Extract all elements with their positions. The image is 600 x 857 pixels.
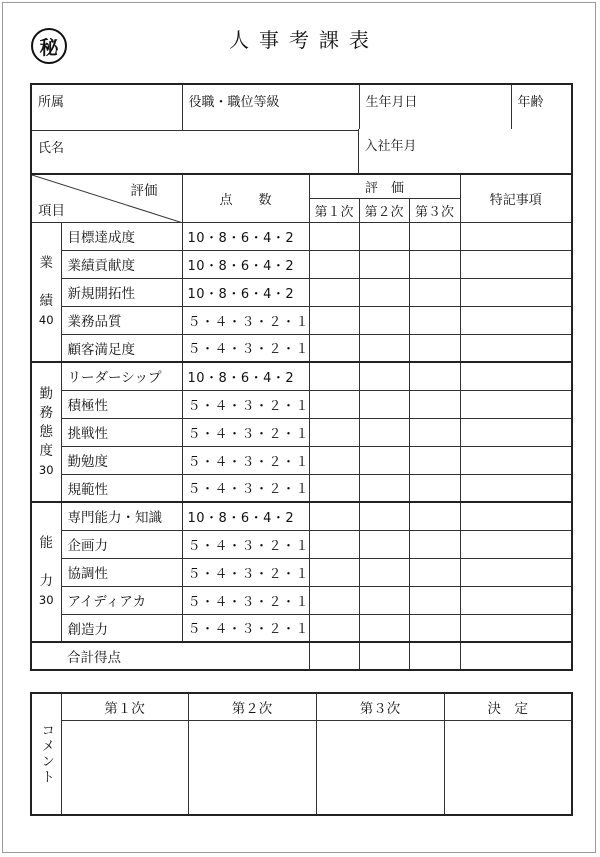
third-eval-cell[interactable] [409, 446, 460, 474]
item-scale: ５・４・３・２・１ [182, 334, 309, 362]
item-scale: ５・４・３・２・１ [182, 418, 309, 446]
third-eval-cell[interactable] [409, 586, 460, 614]
header-third: 第３次 [409, 198, 460, 222]
form-title: 人事考課表 [229, 28, 379, 52]
second-eval-cell[interactable] [359, 474, 409, 502]
third-eval-cell[interactable] [409, 614, 460, 642]
item-label: 顧客満足度 [61, 334, 182, 362]
table-row [31, 502, 572, 530]
third-eval-cell[interactable] [409, 278, 460, 306]
item-label: 企画力 [61, 530, 182, 558]
table-row [31, 250, 572, 278]
affiliation-field[interactable] [31, 84, 182, 130]
first-eval-cell[interactable] [309, 362, 359, 390]
first-eval-cell[interactable] [309, 502, 359, 530]
birthdate-label: 生年月日 [365, 95, 418, 110]
notes-cell[interactable] [460, 418, 572, 446]
item-label: 創造力 [61, 614, 182, 642]
category-weight: 30 [38, 462, 54, 477]
third-eval-cell[interactable] [409, 362, 460, 390]
table-row [31, 362, 572, 390]
notes-cell[interactable] [460, 390, 572, 418]
table-row [31, 390, 572, 418]
item-scale: 10・8・6・4・2 [182, 222, 309, 250]
header-first: 第１次 [309, 198, 359, 222]
table-row [31, 222, 572, 250]
item-scale: ５・４・３・２・１ [182, 306, 309, 334]
first-eval-cell[interactable] [309, 222, 359, 250]
item-label: 規範性 [61, 474, 182, 502]
name-label: 氏名 [38, 140, 65, 156]
item-label: 新規開拓性 [61, 278, 182, 306]
notes-cell[interactable] [460, 502, 572, 530]
table-row [31, 446, 572, 474]
table-row [31, 586, 572, 614]
category-name: 能 力 [39, 535, 53, 589]
item-scale: ５・４・３・２・１ [182, 474, 309, 502]
second-eval-cell[interactable] [359, 390, 409, 418]
third-eval-cell[interactable] [409, 250, 460, 278]
category-weight: 40 [38, 312, 54, 327]
notes-cell[interactable] [460, 334, 572, 362]
item-label: リーダーシップ [61, 362, 182, 390]
item-label: 専門能力・知識 [61, 502, 182, 530]
item-label: 積極性 [61, 390, 182, 418]
comment-third-field[interactable] [316, 720, 444, 815]
notes-cell[interactable] [460, 474, 572, 502]
affiliation-label: 所属 [38, 95, 65, 110]
total-label: 合計得点 [61, 642, 309, 670]
confidential-seal: 秘 [31, 28, 67, 64]
comment-decision-header: 決 定 [444, 693, 572, 720]
item-scale: ５・４・３・２・１ [182, 530, 309, 558]
category-rows [31, 222, 572, 642]
table-row [31, 418, 572, 446]
total-first[interactable] [309, 642, 359, 670]
notes-cell[interactable] [460, 250, 572, 278]
first-eval-cell[interactable] [309, 278, 359, 306]
category-cell [31, 362, 61, 502]
header-second: 第２次 [359, 198, 409, 222]
notes-cell[interactable] [460, 446, 572, 474]
category-name: 勤 務 態 度 [39, 385, 53, 459]
first-eval-cell[interactable] [309, 586, 359, 614]
comment-first-field[interactable] [61, 720, 188, 815]
notes-cell[interactable] [460, 530, 572, 558]
notes-cell[interactable] [460, 586, 572, 614]
comment-decision-field[interactable] [444, 720, 572, 815]
third-eval-cell[interactable] [409, 558, 460, 586]
header-evaluation: 評 価 [309, 174, 460, 198]
second-eval-cell[interactable] [359, 306, 409, 334]
notes-cell[interactable] [460, 222, 572, 250]
second-eval-cell[interactable] [359, 586, 409, 614]
first-eval-cell[interactable] [309, 334, 359, 362]
third-eval-cell[interactable] [409, 334, 460, 362]
item-scale: ５・４・３・２・１ [182, 446, 309, 474]
notes-cell[interactable] [460, 614, 572, 642]
item-scale: 10・8・6・4・2 [182, 278, 309, 306]
comment-first-header: 第１次 [61, 693, 188, 720]
header-points: 点 数 [182, 174, 309, 222]
category-name: 業 績 [39, 254, 53, 309]
table-row [31, 334, 572, 362]
third-eval-cell[interactable] [409, 418, 460, 446]
join-date-label: 入社年月 [364, 139, 417, 154]
first-eval-cell[interactable] [309, 558, 359, 586]
comment-table [30, 692, 573, 816]
evaluation-table [30, 173, 573, 671]
comment-second-header: 第２次 [188, 693, 316, 720]
position-label: 役職・職位等級 [188, 95, 280, 110]
item-label: 勤勉度 [61, 446, 182, 474]
third-eval-cell[interactable] [409, 502, 460, 530]
header-item-label: 項目 [38, 202, 65, 219]
first-eval-cell[interactable] [309, 530, 359, 558]
comment-second-field[interactable] [188, 720, 316, 815]
notes-cell[interactable] [460, 362, 572, 390]
header-diagonal-cell [31, 174, 182, 222]
table-row [31, 614, 572, 642]
total-notes[interactable] [460, 642, 572, 670]
item-scale: ５・４・３・２・１ [182, 390, 309, 418]
second-eval-cell[interactable] [359, 278, 409, 306]
third-eval-cell[interactable] [409, 306, 460, 334]
table-row [31, 474, 572, 502]
header-notes: 特記事項 [460, 174, 572, 222]
first-eval-cell[interactable] [309, 614, 359, 642]
category-weight: 30 [38, 593, 54, 607]
item-label: 業績貢献度 [61, 250, 182, 278]
comment-third-header: 第３次 [316, 693, 444, 720]
second-eval-cell[interactable] [359, 362, 409, 390]
second-eval-cell[interactable] [359, 614, 409, 642]
table-row [31, 278, 572, 306]
notes-cell[interactable] [460, 306, 572, 334]
item-label: 挑戦性 [61, 418, 182, 446]
age-field[interactable] [511, 84, 572, 130]
third-eval-cell[interactable] [409, 530, 460, 558]
item-scale: 10・8・6・4・2 [182, 250, 309, 278]
third-eval-cell[interactable] [409, 474, 460, 502]
item-scale: ５・４・３・２・１ [182, 614, 309, 642]
second-eval-cell[interactable] [359, 446, 409, 474]
header-evaluation-label: 評価 [130, 183, 158, 199]
item-label: 業務品質 [61, 306, 182, 334]
second-eval-cell[interactable] [359, 222, 409, 250]
first-eval-cell[interactable] [309, 390, 359, 418]
comment-label: コメント [31, 693, 61, 815]
second-eval-cell[interactable] [359, 418, 409, 446]
second-eval-cell[interactable] [359, 558, 409, 586]
item-scale: ５・４・３・２・１ [182, 586, 309, 614]
item-scale: 10・8・6・4・2 [182, 362, 309, 390]
table-row [31, 558, 572, 586]
first-eval-cell[interactable] [309, 474, 359, 502]
second-eval-cell[interactable] [359, 250, 409, 278]
item-label: 協調性 [61, 558, 182, 586]
third-eval-cell[interactable] [409, 390, 460, 418]
first-eval-cell[interactable] [309, 306, 359, 334]
total-third[interactable] [409, 642, 460, 670]
notes-cell[interactable] [460, 558, 572, 586]
position-field[interactable] [182, 84, 359, 130]
table-row [31, 530, 572, 558]
item-scale: 10・8・6・4・2 [182, 502, 309, 530]
age-label: 年齢 [517, 95, 544, 110]
item-label: アイディアカ [61, 586, 182, 614]
first-eval-cell[interactable] [309, 250, 359, 278]
third-eval-cell[interactable] [409, 222, 460, 250]
notes-cell[interactable] [460, 278, 572, 306]
category-cell [31, 222, 61, 362]
first-eval-cell[interactable] [309, 446, 359, 474]
item-scale: ５・４・３・２・１ [182, 558, 309, 586]
second-eval-cell[interactable] [359, 334, 409, 362]
total-second[interactable] [359, 642, 409, 670]
table-row [31, 306, 572, 334]
item-label: 目標達成度 [61, 222, 182, 250]
second-eval-cell[interactable] [359, 530, 409, 558]
birthdate-field[interactable] [359, 84, 511, 130]
join-date-field[interactable] [358, 129, 571, 173]
second-eval-cell[interactable] [359, 502, 409, 530]
category-cell [31, 502, 61, 642]
first-eval-cell[interactable] [309, 418, 359, 446]
